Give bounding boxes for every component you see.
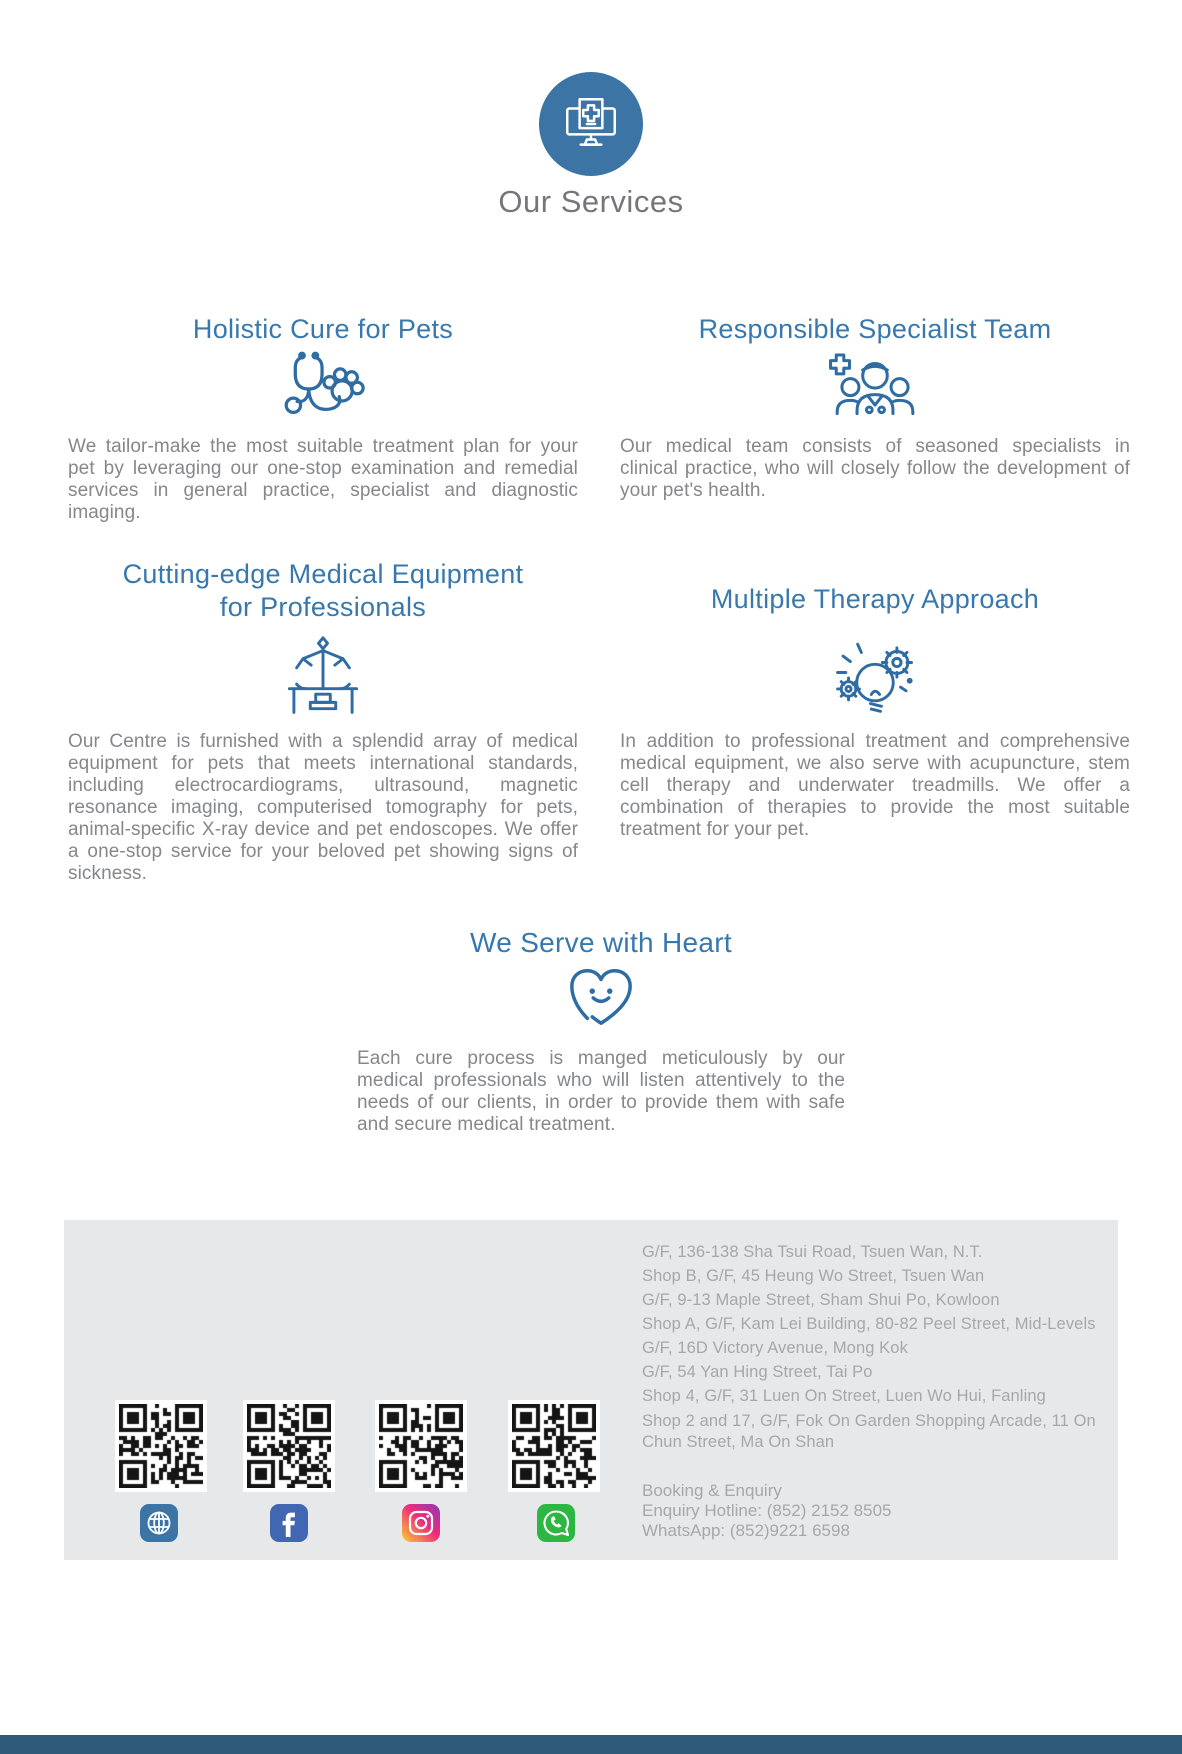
address-line: G/F, 16D Victory Avenue, Mong Kok bbox=[642, 1339, 908, 1357]
globe-icon bbox=[145, 1509, 173, 1537]
address-line: G/F, 136-138 Sha Tsui Road, Tsuen Wan, N.T. bbox=[642, 1243, 983, 1261]
monitor-medical-cross-icon bbox=[560, 93, 622, 155]
instagram-qr-code bbox=[375, 1400, 467, 1492]
page-title: Our Services bbox=[498, 184, 684, 219]
equipment-title bbox=[68, 558, 578, 624]
facebook-qr-code bbox=[243, 1400, 335, 1492]
stethoscope-paw-icon bbox=[68, 346, 578, 432]
equipment-title-line1: Cutting-edge Medical Equipment bbox=[122, 559, 524, 589]
address-line: Shop B, G/F, 45 Heung Wo Street, Tsuen Wan bbox=[642, 1267, 985, 1285]
address-line: Shop A, G/F, Kam Lei Building, 80-82 Peel Street, Mid-Levels bbox=[642, 1315, 1096, 1333]
instagram-link[interactable] bbox=[402, 1504, 440, 1542]
heart-title: We Serve with Heart bbox=[470, 927, 732, 958]
therapy-body: In addition to professional treatment and comprehensive medical equipment, we also serve with acupuncture, stem cell therapy and underwater treadmills. We offer a combination of therapies to provide the most suitable treatment for your pet. bbox=[620, 731, 1130, 840]
facebook-icon bbox=[270, 1504, 308, 1542]
facebook-link[interactable] bbox=[270, 1504, 308, 1542]
team-title: Responsible Specialist Team bbox=[698, 314, 1052, 344]
enquiry-hotline: Enquiry Hotline: (852) 2152 8505 bbox=[642, 1501, 892, 1520]
smiling-heart-icon bbox=[357, 964, 845, 1028]
equipment-body: Our Centre is furnished with a splendid array of medical equipment for pets that meets international standards, including electrocardiograms, ultrasound, magnetic resonance imaging, computerised tomography for pets, animal-specific X-ray device and pet endoscopes. We offer a one-stop service for your beloved pet showing signs of sickness. bbox=[68, 731, 578, 884]
heart-body: Each cure process is manged meticulously by our medical professionals who will listen attentively to the needs of our clients, in order to provide them with safe and secure medical treatment. bbox=[357, 1048, 845, 1135]
idea-gears-icon bbox=[620, 636, 1130, 720]
whatsapp-qr-canvas bbox=[512, 1404, 596, 1488]
bottom-bar bbox=[0, 1735, 1182, 1754]
address-list bbox=[642, 1240, 1102, 1453]
whatsapp-number: WhatsApp: (852)9221 6598 bbox=[642, 1521, 850, 1540]
holistic-title: Holistic Cure for Pets bbox=[192, 314, 454, 344]
address-line: Shop 4, G/F, 31 Luen On Street, Luen Wo Hui, Fanling bbox=[642, 1387, 1046, 1405]
holistic-body: We tailor-make the most suitable treatment plan for your pet by leveraging our one-stop examination and remedial services in general practice, specialist and diagnostic imaging. bbox=[68, 436, 578, 523]
instagram-qr-canvas bbox=[379, 1404, 463, 1488]
instagram-icon bbox=[402, 1504, 440, 1542]
whatsapp-icon bbox=[537, 1504, 575, 1542]
equipment-title-line2: for Professionals bbox=[219, 592, 427, 622]
address-line: G/F, 54 Yan Hing Street, Tai Po bbox=[642, 1363, 873, 1381]
therapy-title: Multiple Therapy Approach bbox=[710, 584, 1040, 614]
whatsapp-qr-code bbox=[508, 1400, 600, 1492]
whatsapp-link[interactable] bbox=[537, 1504, 575, 1542]
website-qr-code bbox=[115, 1400, 207, 1492]
website-qr-canvas bbox=[119, 1404, 203, 1488]
booking-enquiry-block bbox=[642, 1481, 1102, 1541]
medical-team-icon bbox=[620, 350, 1130, 428]
facebook-qr-canvas bbox=[247, 1404, 331, 1488]
address-line: G/F, 9-13 Maple Street, Sham Shui Po, Kowloon bbox=[642, 1291, 1000, 1309]
booking-title: Booking & Enquiry bbox=[642, 1481, 782, 1500]
surgical-equipment-icon bbox=[68, 634, 578, 718]
address-line: Shop 2 and 17, G/F, Fok On Garden Shopping Arcade, 11 On Chun Street, Ma On Shan bbox=[642, 1412, 1096, 1451]
services-header-badge bbox=[539, 72, 643, 176]
team-body: Our medical team consists of seasoned specialists in clinical practice, who will closely follow the development of your pet's health. bbox=[620, 436, 1130, 501]
website-link[interactable] bbox=[140, 1504, 178, 1542]
